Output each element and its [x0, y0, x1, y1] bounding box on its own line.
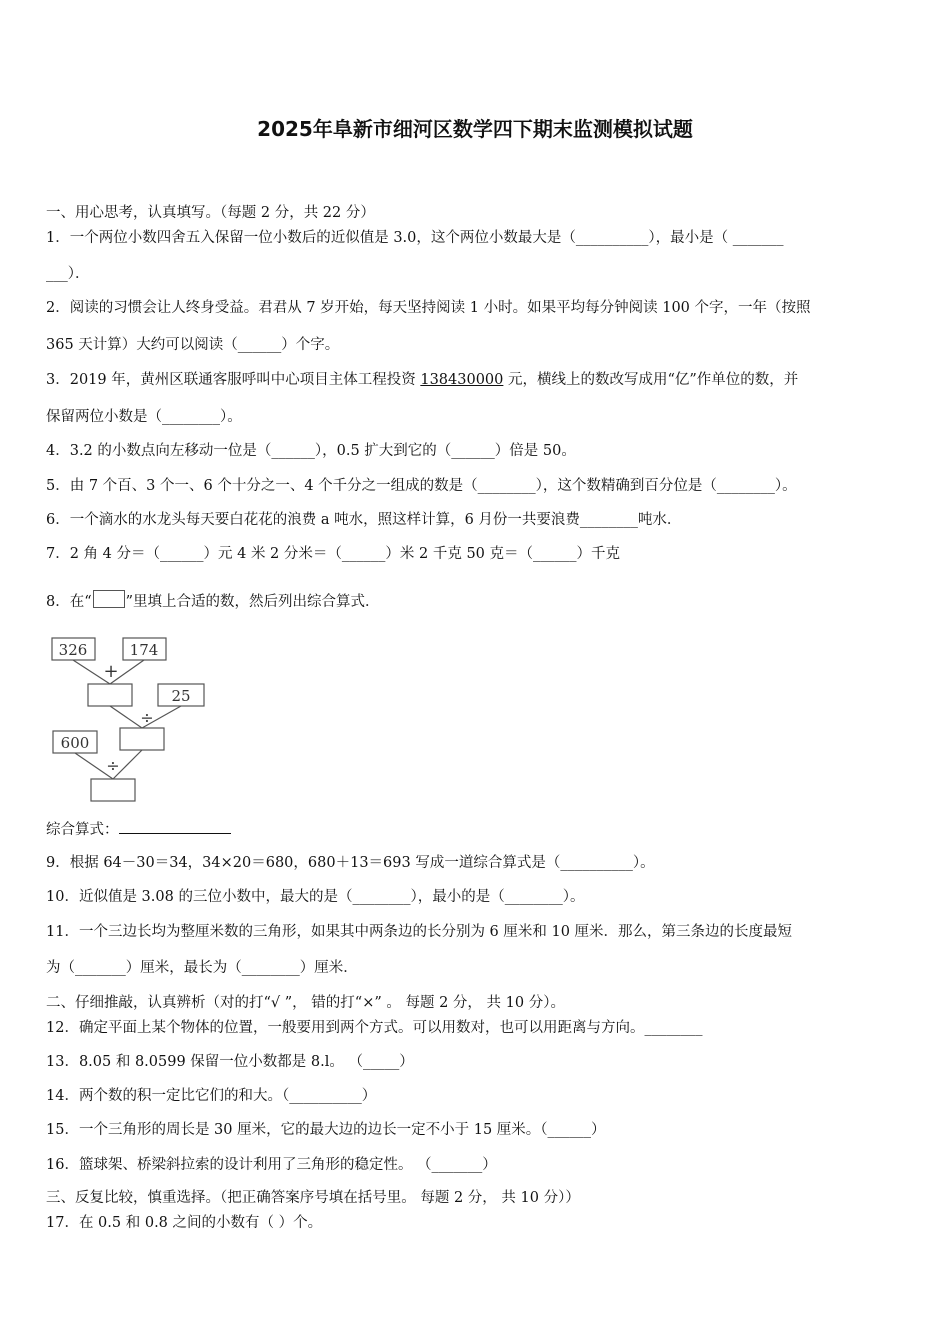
question-3-underlined-number: 138430000	[420, 372, 504, 388]
diagram-number-25: 25	[171, 687, 191, 705]
question-1-line-1: 1．一个两位小数四舍五入保留一位小数后的近似值是 3.0，这个两位小数最大是（__________），最小是（ _______	[46, 230, 784, 246]
section-2-heading: 二、仔细推敲，认真辨析（对的打“√ ”， 错的打“×” 。 每题 2 分， 共 10 分）。	[46, 995, 565, 1011]
diagram-number-600: 600	[60, 734, 90, 752]
formula-blank	[119, 819, 231, 834]
question-1-line-2: ___）．	[46, 266, 90, 282]
question-2-line-1: 2．阅读的习惯会让人终身受益。君君从 7 岁开始，每天坚持阅读 1 小时。如果平均每分钟阅读 100 个字，一年（按照	[46, 300, 811, 316]
question-12: 12．确定平面上某个物体的位置，一般要用到两个方式。可以用数对，也可以用距离与方向。________	[46, 1020, 703, 1036]
question-4: 4．3.2 的小数点向左移动一位是（______），0.5 扩大到它的（______）倍是 50。	[46, 443, 576, 459]
question-9: 9．根据 64－30＝34，34×20＝680，680＋13＝693 写成一道综合算式是（__________）。	[46, 855, 655, 871]
diagram-number-174: 174	[129, 641, 159, 659]
box-sum	[88, 684, 132, 706]
question-3-text-post: 元，横线上的数改写成用“亿”作单位的数，并	[503, 372, 799, 388]
question-8-formula-line	[46, 819, 231, 840]
question-8	[46, 590, 380, 612]
question-3-text-pre: 3．2019 年，黄州区联通客服呼叫中心项目主体工程投资	[46, 372, 421, 388]
calculation-flow-diagram	[48, 632, 218, 807]
page-title: 2025年阜新市细河区数学四下期末监测模拟试题	[257, 117, 693, 141]
box-result	[91, 779, 135, 801]
section-1-heading: 一、用心思考，认真填写。（每题 2 分，共 22 分）	[46, 205, 375, 221]
question-3-line-1	[46, 370, 798, 390]
diagram-number-326: 326	[58, 641, 88, 659]
question-10: 10．近似值是 3.08 的三位小数中，最大的是（________），最小的是（________）。	[46, 889, 585, 905]
question-6: 6．一个滴水的水龙头每天要白花花的浪费 a 吨水，照这样计算，6 月份一共要浪费________吨水．	[46, 512, 682, 528]
box-quotient-1	[120, 728, 164, 750]
question-14: 14．两个数的积一定比它们的和大。（__________）	[46, 1088, 377, 1104]
diagram-plus-sign: +	[103, 661, 119, 682]
diagram-divide-sign-2: ÷	[106, 756, 120, 775]
question-16: 16．篮球架、桥梁斜拉索的设计利用了三角形的稳定性。 （_______）	[46, 1157, 497, 1173]
question-8-text-post: ”里填上合适的数，然后列出综合算式．	[125, 594, 380, 610]
section-3-heading: 三、反复比较，慎重选择。（把正确答案序号填在括号里。 每题 2 分， 共 10 分））	[46, 1190, 580, 1206]
question-15: 15．一个三角形的周长是 30 厘米，它的最大边的边长一定不小于 15 厘米。（______）	[46, 1122, 606, 1138]
question-17: 17．在 0.5 和 0.8 之间的小数有（ ）个。	[46, 1215, 323, 1231]
question-5: 5．由 7 个百、3 个一、6 个十分之一、4 个千分之一组成的数是（________），这个数精确到百分位是（________）。	[46, 478, 797, 494]
question-11-line-1: 11．一个三边长均为整厘米数的三角形，如果其中两条边的长分别为 6 厘米和 10 厘米．那么，第三条边的长度最短	[46, 924, 793, 940]
question-3-line-2: 保留两位小数是（________）。	[46, 409, 242, 425]
question-2-line-2: 365 天计算）大约可以阅读（______）个字。	[46, 337, 340, 353]
answer-box-icon	[93, 590, 125, 608]
question-11-line-2: 为（_______）厘米，最长为（________）厘米．	[46, 960, 358, 976]
question-8-text-pre: 8．在“	[46, 594, 92, 610]
diagram-divide-sign-1: ÷	[140, 708, 154, 727]
formula-label: 综合算式：	[46, 822, 119, 838]
question-7: 7．2 角 4 分＝（______）元 4 米 2 分米＝（______）米 2 千克 50 克＝（______）千克	[46, 546, 621, 562]
question-13: 13．8.05 和 8.0599 保留一位小数都是 8.l。 （_____）	[46, 1054, 414, 1070]
